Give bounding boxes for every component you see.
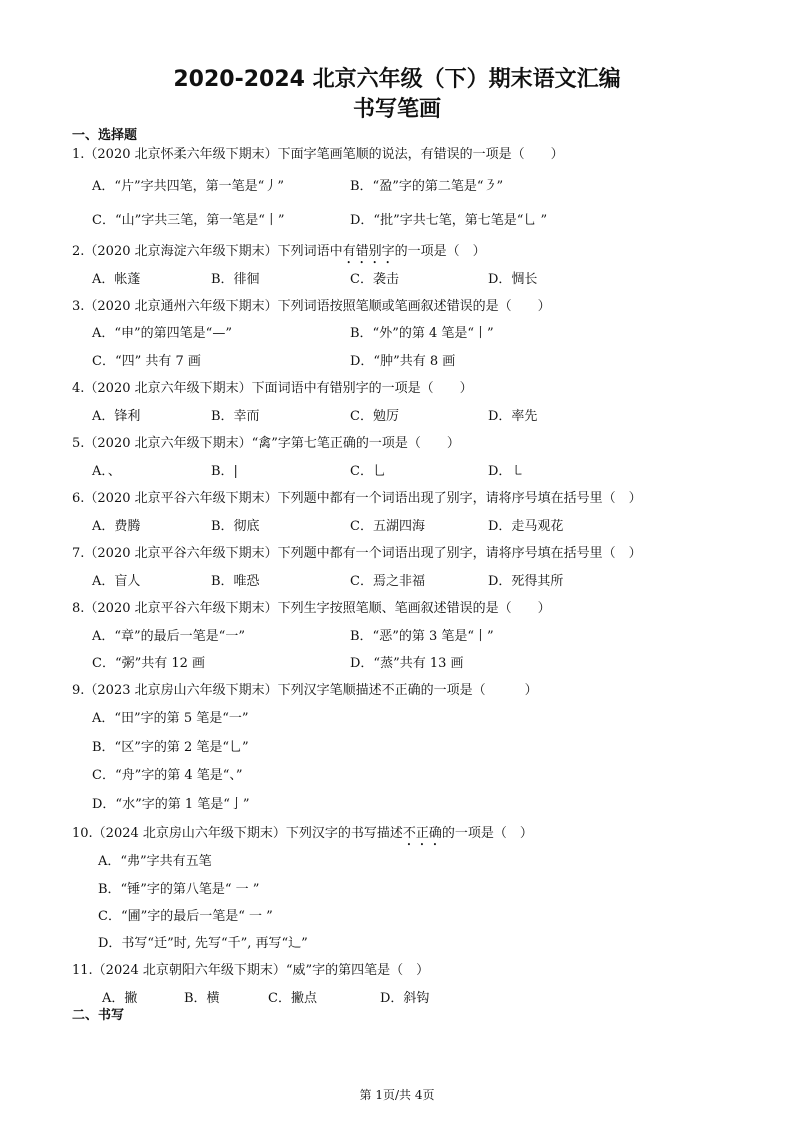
option-b: B．“盈”字的第二笔是“㇋” — [350, 179, 504, 194]
section-heading-writing: 二、书写 — [72, 1008, 125, 1023]
option-d: D．“批”字共七笔，第七笔是“乚 ” — [350, 213, 548, 228]
option-c: C．“圃”字的最后一笔是“ 一 ” — [98, 909, 273, 924]
option-b: B．幸而 — [211, 409, 260, 424]
option-b: B．“锤”字的第八笔是“ 一 ” — [98, 882, 260, 897]
option-d: D．惆长 — [488, 272, 538, 287]
option-b: B．徘徊 — [211, 272, 260, 287]
question-stem: 6.（2020 北京平谷六年级下期末）下列题中都有一个词语出现了别字，请将序号填在括号里（ ） — [72, 491, 642, 506]
option-d: D．“肿”共有 8 画 — [350, 354, 456, 369]
option-a: A．帐蓬 — [92, 272, 141, 287]
option-c: C．“粥”共有 12 画 — [92, 656, 206, 671]
option-b: B．“恶”的第 3 笔是“丨” — [350, 629, 494, 644]
emphasized-text: 不正确 — [402, 826, 442, 841]
option-a: A．“申”的第四笔是“—” — [92, 326, 232, 341]
page-number: 第 1页/共 4页 — [359, 1088, 435, 1102]
question-stem: 8.（2020 北京平谷六年级下期末）下列生字按照笔顺、笔画叙述错误的是（ ） — [72, 601, 551, 616]
question-stem: 11.（2024 北京朝阳六年级下期末）“威”字的第四笔是（ ） — [72, 963, 430, 978]
option-d: D．㇄ — [488, 464, 525, 479]
option-b: B．唯恐 — [211, 574, 260, 589]
option-d: D．率先 — [488, 409, 538, 424]
option-d: D．斜钩 — [380, 991, 430, 1006]
option-b: B．“外”的第 4 笔是“丨” — [350, 326, 494, 341]
option-d: D．书写“迁”时, 先写“千”, 再写“辶” — [98, 936, 308, 951]
question-stem — [72, 822, 533, 849]
option-b: B．| — [211, 464, 238, 479]
option-c: C．袭击 — [350, 272, 399, 287]
option-c: C．“山”字共三笔，第一笔是“丨” — [92, 213, 285, 228]
section-heading-choice: 一、选择题 — [72, 128, 138, 143]
question-stem: 1.（2020 北京怀柔六年级下期末）下面字笔画笔顺的说法，有错误的一项是（ ） — [72, 147, 564, 162]
doc-subtitle: 书写笔画 — [352, 97, 441, 122]
option-a: A．“弗”字共有五笔 — [98, 854, 212, 869]
question-stem: 7.（2020 北京平谷六年级下期末）下列题中都有一个词语出现了别字，请将序号填在括号里（ ） — [72, 546, 642, 561]
option-a: A．“田”字的第 5 笔是“一” — [92, 711, 249, 726]
option-a: A．锋利 — [92, 409, 141, 424]
option-b: B．“区”字的第 2 笔是“乚” — [92, 740, 249, 755]
option-a: A．撇 — [102, 991, 138, 1006]
option-c: C．焉之非福 — [350, 574, 425, 589]
stem-text: 的一项是（ ） — [394, 244, 486, 259]
option-d: D．“蒸”共有 13 画 — [350, 656, 464, 671]
stem-text: 2.（2020 北京海淀六年级下期末）下列词语中 — [72, 244, 343, 259]
option-d: D．走马观花 — [488, 519, 564, 534]
question-stem: 9.（2023 北京房山六年级下期末）下列汉字笔顺描述不正确的一项是（ ） — [72, 683, 538, 698]
option-a: A．费腾 — [92, 519, 141, 534]
option-d: D．死得其所 — [488, 574, 564, 589]
option-a: A．“章”的最后一笔是“一” — [92, 629, 245, 644]
emphasized-text: 有错别字 — [342, 244, 395, 259]
option-c: C．“舟”字的第 4 笔是“、” — [92, 768, 243, 783]
option-a: A．“片”字共四笔，第一笔是“丿” — [92, 179, 284, 194]
option-c: C．“四” 共有 7 画 — [92, 354, 201, 369]
option-a: A．盲人 — [92, 574, 141, 589]
question-stem — [72, 240, 486, 267]
doc-title: 2020-2024 北京六年级（下）期末语文汇编 — [173, 67, 621, 92]
option-c: C．撇点 — [268, 991, 317, 1006]
question-stem: 3.（2020 北京通州六年级下期末）下列词语按照笔顺或笔画叙述错误的是（ ） — [72, 299, 551, 314]
question-stem: 5.（2020 北京六年级下期末）“禽”字第七笔正确的一项是（ ） — [72, 436, 460, 451]
question-stem: 4.（2020 北京六年级下期末）下面词语中有错别字的一项是（ ） — [72, 381, 473, 396]
stem-text: 的一项是（ ） — [441, 826, 533, 841]
option-d: D．“水”字的第 1 笔是“亅” — [92, 797, 250, 812]
option-c: C．乚 — [350, 464, 386, 479]
option-c: C．勉厉 — [350, 409, 399, 424]
option-b: B．彻底 — [211, 519, 260, 534]
option-a: A．、 — [92, 464, 121, 479]
option-b: B．横 — [184, 991, 220, 1006]
option-c: C．五湖四海 — [350, 519, 425, 534]
stem-text: 10.（2024 北京房山六年级下期末）下列汉字的书写描述 — [72, 826, 403, 841]
